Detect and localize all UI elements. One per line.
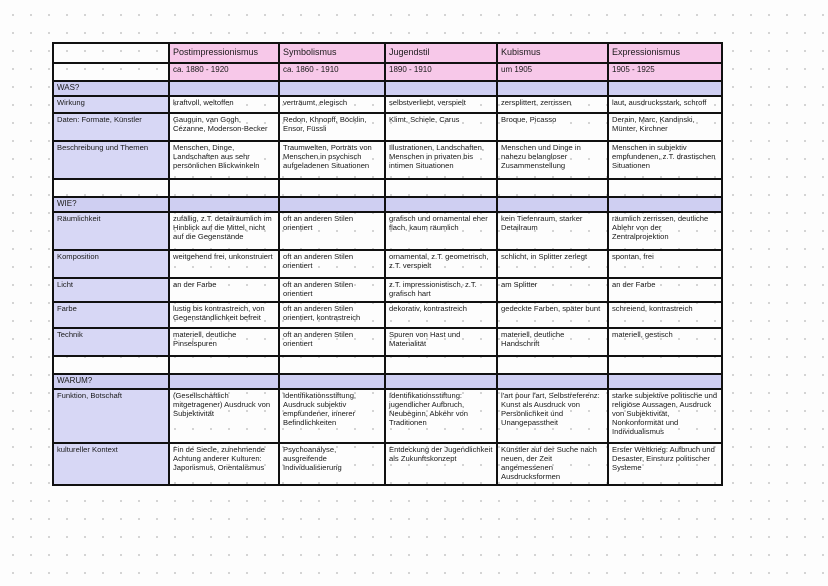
table-cell: Identifikationsstiftung: jugendlicher Aufbruch, Neubeginn, Abkehr von Traditionen bbox=[386, 390, 498, 444]
row-label: kultureller Kontext bbox=[54, 444, 170, 486]
empty-cell bbox=[609, 357, 723, 375]
section-fill-cell bbox=[609, 82, 723, 97]
table-cell: am Splitter bbox=[498, 279, 609, 303]
table-cell: oft an anderen Stilen orientiert bbox=[280, 279, 386, 303]
table-row bbox=[54, 444, 723, 486]
section-row bbox=[54, 82, 723, 97]
table-cell: oft an anderen Stilen orientiert bbox=[280, 251, 386, 279]
spacer-row bbox=[54, 180, 723, 198]
table-cell: (Gesellschaftlich mitgetragener) Ausdruck von Subjektivität bbox=[170, 390, 280, 444]
period-cell: um 1905 bbox=[498, 64, 609, 82]
section-fill-cell bbox=[280, 375, 386, 390]
table-cell: Künstler auf der Suche nach neuen, der Zeit angemessenen Ausdrucksformen bbox=[498, 444, 609, 486]
column-header: Expressionismus bbox=[609, 44, 723, 64]
table-cell: Klimt, Schiele, Carus bbox=[386, 114, 498, 142]
table-cell: materiell, gestisch bbox=[609, 329, 723, 357]
column-header: Postimpressionismus bbox=[170, 44, 280, 64]
empty-cell bbox=[386, 180, 498, 198]
table-cell: lustig bis kontrastreich, von Gegenständlichkeit befreit bbox=[170, 303, 280, 329]
empty-cell bbox=[54, 357, 170, 375]
table-cell: Fin de Siecle, zunehmende Achtung anderer Kulturen: Japonismus, Orientalismus bbox=[170, 444, 280, 486]
empty-cell bbox=[280, 180, 386, 198]
table-row bbox=[54, 279, 723, 303]
table-row bbox=[54, 97, 723, 114]
table-row bbox=[54, 329, 723, 357]
table-cell: oft an anderen Stilen orientiert bbox=[280, 213, 386, 251]
table-cell: oft an anderen Stilen orientiert, kontrastreich bbox=[280, 303, 386, 329]
table-cell: Gauguin, van Gogh, Cézanne, Moderson-Becker bbox=[170, 114, 280, 142]
row-label: Funktion, Botschaft bbox=[54, 390, 170, 444]
section-fill-cell bbox=[609, 198, 723, 213]
table-row bbox=[54, 142, 723, 180]
empty-cell bbox=[498, 357, 609, 375]
table-row bbox=[54, 390, 723, 444]
table-cell: materiell, deutliche Handschrift bbox=[498, 329, 609, 357]
empty-cell bbox=[54, 180, 170, 198]
table-cell: laut, ausdrucksstark, schroff bbox=[609, 97, 723, 114]
column-header: Kubismus bbox=[498, 44, 609, 64]
table-cell: Psychoanalyse, ausgreifende Individualisierung bbox=[280, 444, 386, 486]
table-cell: spontan, frei bbox=[609, 251, 723, 279]
table-cell: z.T. impressionistisch, z.T. grafisch hart bbox=[386, 279, 498, 303]
empty-cell bbox=[609, 180, 723, 198]
row-label: Daten: Formate, Künstler bbox=[54, 114, 170, 142]
table-cell: Redon, Khnopff, Böcklin, Ensor, Füssli bbox=[280, 114, 386, 142]
table-cell: Illustrationen, Landschaften, Menschen in privaten bis intimen Situationen bbox=[386, 142, 498, 180]
section-fill-cell bbox=[386, 198, 498, 213]
period-cell: 1905 - 1925 bbox=[609, 64, 723, 82]
table-cell: oft an anderen Stilen orientiert bbox=[280, 329, 386, 357]
row-label: Licht bbox=[54, 279, 170, 303]
corner-cell bbox=[54, 44, 170, 64]
section-title: WARUM? bbox=[54, 375, 170, 390]
table-cell: ornamental, z.T. geometrisch, z.T. verspielt bbox=[386, 251, 498, 279]
table-cell: starke subjektive politische und religiöse Aussagen, Ausdruck von Subjektivität, Nonkonformität und Individualismus bbox=[609, 390, 723, 444]
table-cell: Broque, Picasso bbox=[498, 114, 609, 142]
corner-cell bbox=[54, 64, 170, 82]
table-cell: kein Tiefenraum, starker Detailraum bbox=[498, 213, 609, 251]
period-row bbox=[54, 64, 723, 82]
section-row bbox=[54, 375, 723, 390]
table-row bbox=[54, 303, 723, 329]
table-cell: schreiend, kontrastreich bbox=[609, 303, 723, 329]
table-cell: weitgehend frei, unkonstruiert bbox=[170, 251, 280, 279]
art-movements-table bbox=[52, 42, 723, 486]
section-fill-cell bbox=[280, 82, 386, 97]
table-cell: Menschen, Dinge, Landschaften aus sehr persönlichen Blickwinkeln bbox=[170, 142, 280, 180]
section-title: WIE? bbox=[54, 198, 170, 213]
column-header: Jugendstil bbox=[386, 44, 498, 64]
row-label: Technik bbox=[54, 329, 170, 357]
empty-cell bbox=[280, 357, 386, 375]
section-fill-cell bbox=[170, 198, 280, 213]
section-fill-cell bbox=[170, 375, 280, 390]
table-cell: an der Farbe bbox=[170, 279, 280, 303]
column-header: Symbolismus bbox=[280, 44, 386, 64]
section-fill-cell bbox=[498, 198, 609, 213]
table-cell: materiell, deutliche Pinselspuren bbox=[170, 329, 280, 357]
section-fill-cell bbox=[498, 82, 609, 97]
empty-cell bbox=[170, 180, 280, 198]
table-cell: zersplittert, zerrissen bbox=[498, 97, 609, 114]
section-fill-cell bbox=[498, 375, 609, 390]
row-label: Komposition bbox=[54, 251, 170, 279]
table-row bbox=[54, 251, 723, 279]
section-fill-cell bbox=[386, 82, 498, 97]
empty-cell bbox=[170, 357, 280, 375]
period-cell: ca. 1860 - 1910 bbox=[280, 64, 386, 82]
period-cell: ca. 1880 - 1920 bbox=[170, 64, 280, 82]
row-label: Räumlichkeit bbox=[54, 213, 170, 251]
table-cell: Spuren von Hast und Materialität bbox=[386, 329, 498, 357]
section-title: WAS? bbox=[54, 82, 170, 97]
section-fill-cell bbox=[609, 375, 723, 390]
row-label: Beschreibung und Themen bbox=[54, 142, 170, 180]
section-fill-cell bbox=[386, 375, 498, 390]
row-label: Farbe bbox=[54, 303, 170, 329]
table-cell: Menschen in subjektiv empfundenen, z.T. drastischen Situationen bbox=[609, 142, 723, 180]
empty-cell bbox=[386, 357, 498, 375]
table-cell: Identifikationsstiftung, Ausdruck subjektiv empfundener, innerer Befindlichkeiten bbox=[280, 390, 386, 444]
table-row bbox=[54, 213, 723, 251]
period-cell: 1890 - 1910 bbox=[386, 64, 498, 82]
row-label: Wirkung bbox=[54, 97, 170, 114]
table-cell: Entdeckung der Jugendlichkeit als Zukunftskonzept bbox=[386, 444, 498, 486]
table-row bbox=[54, 114, 723, 142]
table-cell: schlicht, in Splitter zerlegt bbox=[498, 251, 609, 279]
table-cell: kraftvoll, weltoffen bbox=[170, 97, 280, 114]
table-cell: l'art pour l'art, Selbstreferenz: Kunst als Ausdruck von Persönlichkeit und Unangepasstheit bbox=[498, 390, 609, 444]
table-cell: zufällig, z.T. detailräumlich im Hinblick auf die Mittel, nicht auf die Gegenstände bbox=[170, 213, 280, 251]
table-cell: dekorativ, kontrastreich bbox=[386, 303, 498, 329]
table-cell: an der Farbe bbox=[609, 279, 723, 303]
section-fill-cell bbox=[280, 198, 386, 213]
table-cell: gedeckte Farben, später bunt bbox=[498, 303, 609, 329]
empty-cell bbox=[498, 180, 609, 198]
table-cell: grafisch und ornamental eher flach, kaum räumlich bbox=[386, 213, 498, 251]
table-cell: räumlich zerrissen, deutliche Ablehr von der Zentralprojektion bbox=[609, 213, 723, 251]
table-cell: verträumt, elegisch bbox=[280, 97, 386, 114]
header-row bbox=[54, 44, 723, 64]
section-fill-cell bbox=[170, 82, 280, 97]
table-cell: Derain, Marc, Kandinski, Münter, Kirchner bbox=[609, 114, 723, 142]
spacer-row bbox=[54, 357, 723, 375]
table-cell: selbstverliebt, verspielt bbox=[386, 97, 498, 114]
table-cell: Erster Weltkrieg: Aufbruch und Desaster, Einsturz politischer Systeme bbox=[609, 444, 723, 486]
section-row bbox=[54, 198, 723, 213]
table-cell: Traumwelten, Porträts von Menschen in psychisch aufgeladenen Situationen bbox=[280, 142, 386, 180]
table-cell: Menschen und Dinge in nahezu belangloser Zusammenstellung bbox=[498, 142, 609, 180]
